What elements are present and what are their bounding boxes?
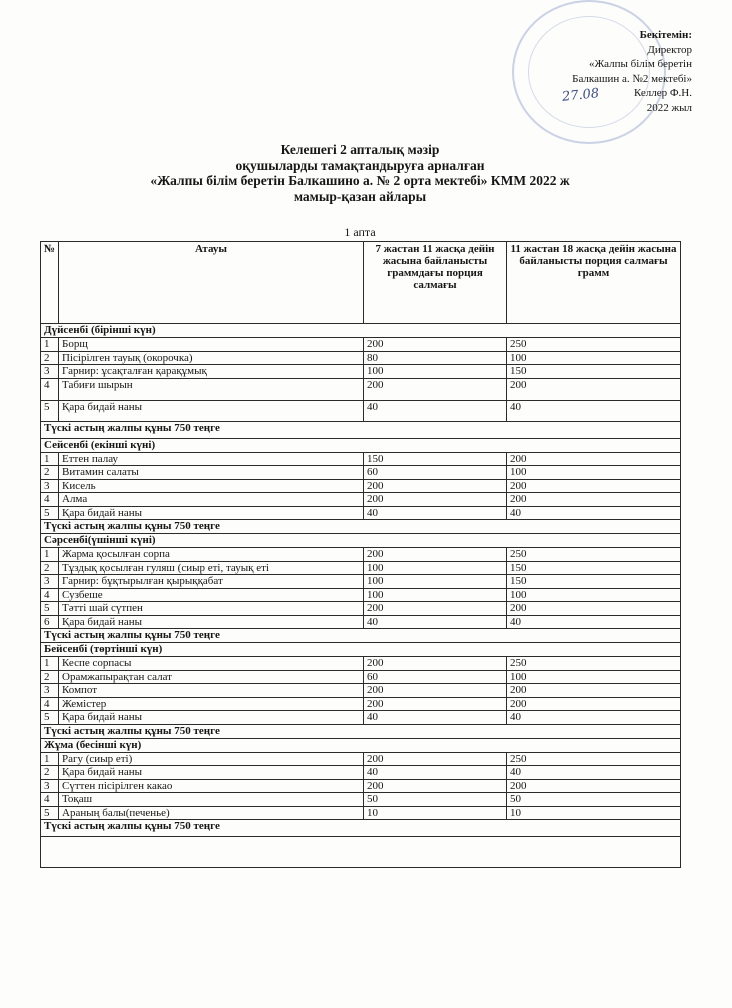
header-num: № — [41, 242, 59, 324]
approval-title: Бекітемін: — [639, 29, 692, 41]
portion-11-18: 100 — [507, 588, 681, 602]
table-row — [41, 338, 681, 352]
total-row — [41, 629, 681, 643]
total-row — [41, 520, 681, 534]
header-portion-7-11: 7 жастан 11 жасқа дейін жасына байланысты граммдағы порция салмағы — [364, 242, 507, 324]
portion-7-11: 200 — [364, 657, 507, 671]
table-row — [41, 548, 681, 562]
portion-7-11: 100 — [364, 575, 507, 589]
item-name: Гарнир: бұқтырылған қырыққабат — [59, 575, 364, 589]
portion-7-11: 100 — [364, 365, 507, 379]
item-number: 3 — [41, 479, 59, 493]
table-row — [41, 506, 681, 520]
portion-7-11: 50 — [364, 793, 507, 807]
portion-11-18: 150 — [507, 365, 681, 379]
item-number: 3 — [41, 779, 59, 793]
approval-name: Келлер Ф.Н. — [633, 87, 692, 99]
table-row — [41, 752, 681, 766]
portion-11-18: 150 — [507, 561, 681, 575]
portion-11-18: 200 — [507, 378, 681, 400]
item-number: 6 — [41, 615, 59, 629]
table-row — [41, 602, 681, 616]
item-number: 4 — [41, 588, 59, 602]
day-title: Бейсенбі (төртінші күн) — [41, 643, 681, 657]
table-row — [41, 561, 681, 575]
portion-7-11: 200 — [364, 752, 507, 766]
item-number: 5 — [41, 711, 59, 725]
item-name: Табиғи шырын — [59, 378, 364, 400]
title-line-3: «Жалпы білім беретін Балкашино а. № 2 орта мектебі» КММ 2022 ж — [150, 173, 570, 188]
day-header-row — [41, 438, 681, 452]
portion-11-18: 100 — [507, 466, 681, 480]
portion-11-18: 10 — [507, 806, 681, 820]
approval-org-line2: Балкашин а. №2 мектебі» — [572, 72, 692, 85]
day-title: Дүйсенбі (бірінші күн) — [41, 324, 681, 338]
table-row — [41, 351, 681, 365]
portion-11-18: 100 — [507, 670, 681, 684]
item-number: 5 — [41, 806, 59, 820]
item-name: Жемістер — [59, 697, 364, 711]
portion-11-18: 200 — [507, 684, 681, 698]
portion-11-18: 40 — [507, 711, 681, 725]
item-name: Борщ — [59, 338, 364, 352]
item-name: Жарма қосылған сорпа — [59, 548, 364, 562]
item-number: 1 — [41, 548, 59, 562]
item-name: Қара бидай наны — [59, 711, 364, 725]
title-line-2: оқушыларды тамақтандыруға арналған — [235, 157, 485, 173]
portion-7-11: 40 — [364, 615, 507, 629]
portion-11-18: 200 — [507, 602, 681, 616]
portion-7-11: 200 — [364, 684, 507, 698]
table-row — [41, 657, 681, 671]
day-title: Сейсенбі (екінші күні) — [41, 438, 681, 452]
item-number: 2 — [41, 670, 59, 684]
portion-11-18: 250 — [507, 338, 681, 352]
header-name: Атауы — [59, 242, 364, 324]
item-number: 2 — [41, 561, 59, 575]
item-name: Қара бидай наны — [59, 400, 364, 421]
table-header-row — [41, 242, 681, 324]
total-row — [41, 820, 681, 837]
table-row — [41, 365, 681, 379]
item-name: Қара бидай наны — [59, 506, 364, 520]
portion-7-11: 200 — [364, 378, 507, 400]
day-header-row — [41, 324, 681, 338]
approval-position: Директор — [647, 43, 692, 56]
table-row — [41, 378, 681, 400]
item-number: 4 — [41, 793, 59, 807]
document-title — [40, 142, 680, 204]
table-row — [41, 400, 681, 421]
item-name: Сүттен пісірілген какао — [59, 779, 364, 793]
portion-7-11: 150 — [364, 452, 507, 466]
item-number: 1 — [41, 752, 59, 766]
day-total: Түскі астың жалпы құны 750 теңге — [41, 629, 681, 643]
item-name: Компот — [59, 684, 364, 698]
portion-7-11: 200 — [364, 479, 507, 493]
portion-7-11: 40 — [364, 766, 507, 780]
portion-11-18: 250 — [507, 548, 681, 562]
item-name: Кеспе сорпасы — [59, 657, 364, 671]
day-header-row — [41, 643, 681, 657]
table-row — [41, 479, 681, 493]
item-name: Тоқаш — [59, 793, 364, 807]
portion-7-11: 60 — [364, 466, 507, 480]
item-number: 2 — [41, 766, 59, 780]
table-row — [41, 588, 681, 602]
header-portion-11-18: 11 жастан 18 жасқа дейін жасына байланысты порция салмағы грамм — [507, 242, 681, 324]
day-total: Түскі астың жалпы құны 750 теңге — [41, 520, 681, 534]
item-name: Қара бидай наны — [59, 615, 364, 629]
portion-7-11: 10 — [364, 806, 507, 820]
table-row — [41, 684, 681, 698]
item-number: 1 — [41, 657, 59, 671]
title-line-1: Келешегі 2 апталық мәзір — [280, 142, 440, 157]
item-name: Тәтті шай сүтпен — [59, 602, 364, 616]
portion-7-11: 100 — [364, 588, 507, 602]
item-name: Алма — [59, 493, 364, 507]
item-name: Сузбеше — [59, 588, 364, 602]
table-row — [41, 670, 681, 684]
portion-11-18: 40 — [507, 400, 681, 421]
portion-7-11: 200 — [364, 493, 507, 507]
signature: 27.08 — [561, 86, 600, 105]
portion-7-11: 200 — [364, 779, 507, 793]
day-total: Түскі астың жалпы құны 750 теңге — [41, 724, 681, 738]
item-name: Еттен палау — [59, 452, 364, 466]
table-row — [41, 493, 681, 507]
table-row — [41, 575, 681, 589]
portion-7-11: 200 — [364, 697, 507, 711]
portion-11-18: 100 — [507, 351, 681, 365]
item-name: Тұздық қосылған гуляш (сиыр еті, тауық еті — [59, 561, 364, 575]
table-row — [41, 806, 681, 820]
item-number: 1 — [41, 338, 59, 352]
portion-7-11: 200 — [364, 338, 507, 352]
title-line-4: мамыр-қазан айлары — [293, 188, 427, 204]
item-number: 2 — [41, 351, 59, 365]
item-number: 3 — [41, 575, 59, 589]
portion-7-11: 200 — [364, 602, 507, 616]
table-row — [41, 466, 681, 480]
total-row — [41, 724, 681, 738]
item-name: Кисель — [59, 479, 364, 493]
item-name: Қара бидай наны — [59, 766, 364, 780]
portion-11-18: 150 — [507, 575, 681, 589]
day-title: Сәрсенбі(үшінші күні) — [41, 534, 681, 548]
portion-7-11: 100 — [364, 561, 507, 575]
table-row — [41, 615, 681, 629]
portion-7-11: 80 — [364, 351, 507, 365]
table-row — [41, 452, 681, 466]
portion-11-18: 40 — [507, 766, 681, 780]
approval-org-line1: «Жалпы білім беретін — [589, 58, 692, 70]
day-title: Жұма (бесінші күн) — [41, 738, 681, 752]
portion-11-18: 50 — [507, 793, 681, 807]
item-number: 1 — [41, 452, 59, 466]
menu-table — [40, 241, 681, 868]
portion-7-11: 200 — [364, 548, 507, 562]
empty-row — [41, 837, 681, 868]
item-name: Витамин салаты — [59, 466, 364, 480]
table-row — [41, 697, 681, 711]
portion-11-18: 200 — [507, 779, 681, 793]
item-number: 4 — [41, 493, 59, 507]
portion-11-18: 200 — [507, 452, 681, 466]
portion-11-18: 40 — [507, 506, 681, 520]
portion-7-11: 40 — [364, 711, 507, 725]
item-number: 2 — [41, 466, 59, 480]
approval-block — [492, 28, 692, 115]
portion-11-18: 200 — [507, 479, 681, 493]
table-row — [41, 779, 681, 793]
portion-11-18: 40 — [507, 615, 681, 629]
portion-11-18: 250 — [507, 752, 681, 766]
item-number: 3 — [41, 684, 59, 698]
portion-11-18: 250 — [507, 657, 681, 671]
item-number: 4 — [41, 697, 59, 711]
item-number: 3 — [41, 365, 59, 379]
table-row — [41, 711, 681, 725]
table-row — [41, 766, 681, 780]
item-name: Пісірілген тауық (окорочка) — [59, 351, 364, 365]
day-total: Түскі астың жалпы құны 750 теңге — [41, 820, 681, 837]
portion-11-18: 200 — [507, 697, 681, 711]
total-row — [41, 421, 681, 438]
table-row — [41, 793, 681, 807]
empty-cell — [41, 837, 681, 868]
item-number: 4 — [41, 378, 59, 400]
portion-7-11: 40 — [364, 400, 507, 421]
item-number: 5 — [41, 602, 59, 616]
day-header-row — [41, 738, 681, 752]
day-total: Түскі астың жалпы құны 750 теңге — [41, 421, 681, 438]
week-label: 1 апта — [344, 225, 376, 239]
item-name: Орамжапырақтан салат — [59, 670, 364, 684]
portion-11-18: 200 — [507, 493, 681, 507]
day-header-row — [41, 534, 681, 548]
portion-7-11: 60 — [364, 670, 507, 684]
item-name: Араның балы(печенье) — [59, 806, 364, 820]
item-name: Рагу (сиыр еті) — [59, 752, 364, 766]
item-number: 5 — [41, 400, 59, 421]
portion-7-11: 40 — [364, 506, 507, 520]
approval-year: 2022 жыл — [646, 101, 692, 114]
item-number: 5 — [41, 506, 59, 520]
item-name: Гарнир: ұсақталған қарақұмық — [59, 365, 364, 379]
